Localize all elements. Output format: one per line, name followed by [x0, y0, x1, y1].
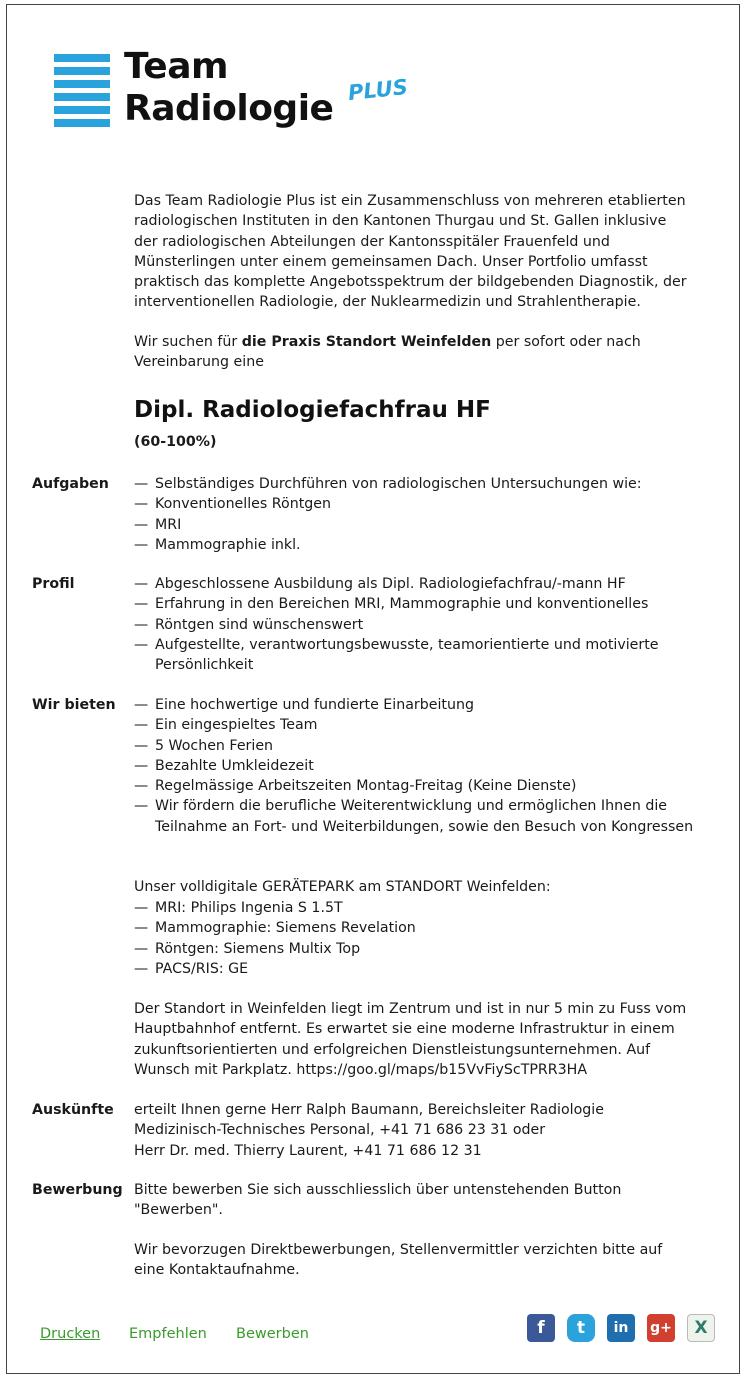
- list-item: — Selbständiges Durchführen von radiologischen Untersuchungen wie:: [134, 474, 720, 494]
- list-item: — Mammographie: Siemens Revelation: [134, 918, 720, 938]
- list-item: — Regelmässige Arbeitszeiten Montag-Freitag (Keine Dienste): [134, 776, 720, 796]
- geraetepark-list: [134, 898, 720, 979]
- list-item: — MRI: [134, 515, 720, 535]
- list-item: — Eine hochwertige und fundierte Einarbeitung: [134, 695, 720, 715]
- bieten-list: [134, 695, 720, 837]
- team-radiologie-plus-logo: [54, 46, 434, 142]
- facebook-icon[interactable]: f: [527, 1314, 555, 1342]
- section-label-auskuenfte: Auskünfte: [32, 1102, 114, 1118]
- section-label-wir-bieten: Wir bieten: [32, 697, 116, 713]
- googleplus-icon[interactable]: g+: [647, 1314, 675, 1342]
- intro-line: praktisch das komplette Angebotsspektrum der bildgebenden Diagnostik, der: [134, 274, 687, 291]
- intro-line: radiologischen Instituten in den Kantonen Thurgau und St. Gallen inklusive: [134, 213, 667, 230]
- list-item: — Konventionelles Röntgen: [134, 494, 720, 514]
- list-item: — MRI: Philips Ingenia S 1.5T: [134, 898, 720, 918]
- twitter-icon[interactable]: t: [567, 1314, 595, 1342]
- apply-link[interactable]: Bewerben: [236, 1326, 309, 1342]
- search-text: Wir suchen für: [134, 334, 242, 350]
- list-item: — Bezahlte Umkleidezeit: [134, 756, 720, 776]
- auskuenfte-line: Herr Dr. med. Thierry Laurent, +41 71 686 12 31: [134, 1142, 482, 1159]
- bewerbung-note: [134, 1240, 720, 1281]
- bewerbung-note-line: Wir bevorzugen Direktbewerbungen, Stellenvermittler verzichten bitte auf: [134, 1242, 663, 1258]
- standort-line: Wunsch mit Parkplatz. https://goo.gl/maps/b15VvFiyScTPRR3HA: [134, 1061, 588, 1078]
- list-item: — Aufgestellte, verantwortungsbewusste, teamorientierte und motivierte Persönlichkeit: [134, 635, 679, 676]
- section-label-bewerbung: Bewerbung: [32, 1182, 123, 1198]
- bewerbung-line: "Bewerben".: [134, 1202, 223, 1219]
- list-item: — Abgeschlossene Ausbildung als Dipl. Radiologiefachfrau/-mann HF: [134, 574, 720, 594]
- recommend-link[interactable]: Empfehlen: [129, 1326, 207, 1342]
- intro-line: Münsterlingen unter einem gemeinsamen Dach. Unser Portfolio umfasst: [134, 253, 648, 270]
- list-item: — PACS/RIS: GE: [134, 959, 720, 979]
- search-paragraph: [134, 332, 720, 373]
- geraetepark-title: Unser volldigitale GERÄTEPARK am STANDORT Weinfelden:: [134, 879, 551, 895]
- bewerbung-line: Bitte bewerben Sie sich ausschliesslich über untenstehenden Button: [134, 1182, 622, 1198]
- section-label-aufgaben: Aufgaben: [32, 476, 109, 492]
- list-item: — Mammographie inkl.: [134, 535, 720, 555]
- intro-line: der radiologischen Abteilungen der Kantonsspitäler Frauenfeld und: [134, 233, 610, 250]
- intro-paragraph: [134, 191, 720, 313]
- search-text: per sofort oder nach: [491, 334, 641, 350]
- standort-line: Hauptbahnhof entfernt. Es erwartet sie eine moderne Infrastruktur in einem: [134, 1021, 675, 1038]
- aufgaben-list: [134, 474, 720, 555]
- list-item: — Erfahrung in den Bereichen MRI, Mammographie und konventionelles: [134, 594, 720, 614]
- list-item: — Ein eingespieltes Team: [134, 715, 720, 735]
- search-location: die Praxis Standort Weinfelden: [241, 334, 492, 350]
- logo-plus: PLUS: [346, 74, 409, 106]
- intro-line: Das Team Radiologie Plus ist ein Zusammenschluss von mehreren etablierten: [134, 193, 686, 209]
- print-link[interactable]: Drucken: [40, 1326, 101, 1342]
- xing-icon[interactable]: X: [687, 1314, 715, 1342]
- section-label-profil: Profil: [32, 576, 75, 592]
- list-item: — Röntgen: Siemens Multix Top: [134, 939, 720, 959]
- search-text: Vereinbarung eine: [134, 354, 264, 371]
- bewerbung-text: [134, 1180, 720, 1221]
- auskuenfte-text: [134, 1100, 720, 1161]
- job-title: Dipl. Radiologiefachfrau HF: [134, 397, 491, 423]
- profil-list: [134, 574, 720, 675]
- job-percent: (60-100%): [134, 434, 217, 450]
- list-item: — 5 Wochen Ferien: [134, 736, 720, 756]
- standort-line: zukunftsorientierten und erfolgreichen Dienstleistungsunternehmen. Auf: [134, 1041, 651, 1058]
- bewerbung-note-line: eine Kontaktaufnahme.: [134, 1262, 300, 1279]
- intro-line: interventionellen Radiologie, der Nuklearmedizin und Strahlentherapie.: [134, 294, 641, 311]
- linkedin-icon[interactable]: in: [607, 1314, 635, 1342]
- standort-paragraph: [134, 999, 720, 1080]
- logo-text-line1: Team: [124, 46, 228, 87]
- list-item: — Röntgen sind wünschenswert: [134, 615, 720, 635]
- auskuenfte-line: erteilt Ihnen gerne Herr Ralph Baumann, Bereichsleiter Radiologie: [134, 1102, 604, 1118]
- logo-bars-icon: [54, 54, 110, 132]
- logo-text-line2: Radiologie: [124, 88, 334, 129]
- auskuenfte-line: Medizinisch-Technisches Personal, +41 71 686 23 31 oder: [134, 1122, 546, 1139]
- standort-line: Der Standort in Weinfelden liegt im Zentrum und ist in nur 5 min zu Fuss vom: [134, 1001, 687, 1017]
- list-item: — Wir fördern die berufliche Weiterentwicklung und ermöglichen Ihnen die Teilnahme an Fort- und Weiterbildungen, sowie den Besuch von Kongressen: [134, 796, 704, 837]
